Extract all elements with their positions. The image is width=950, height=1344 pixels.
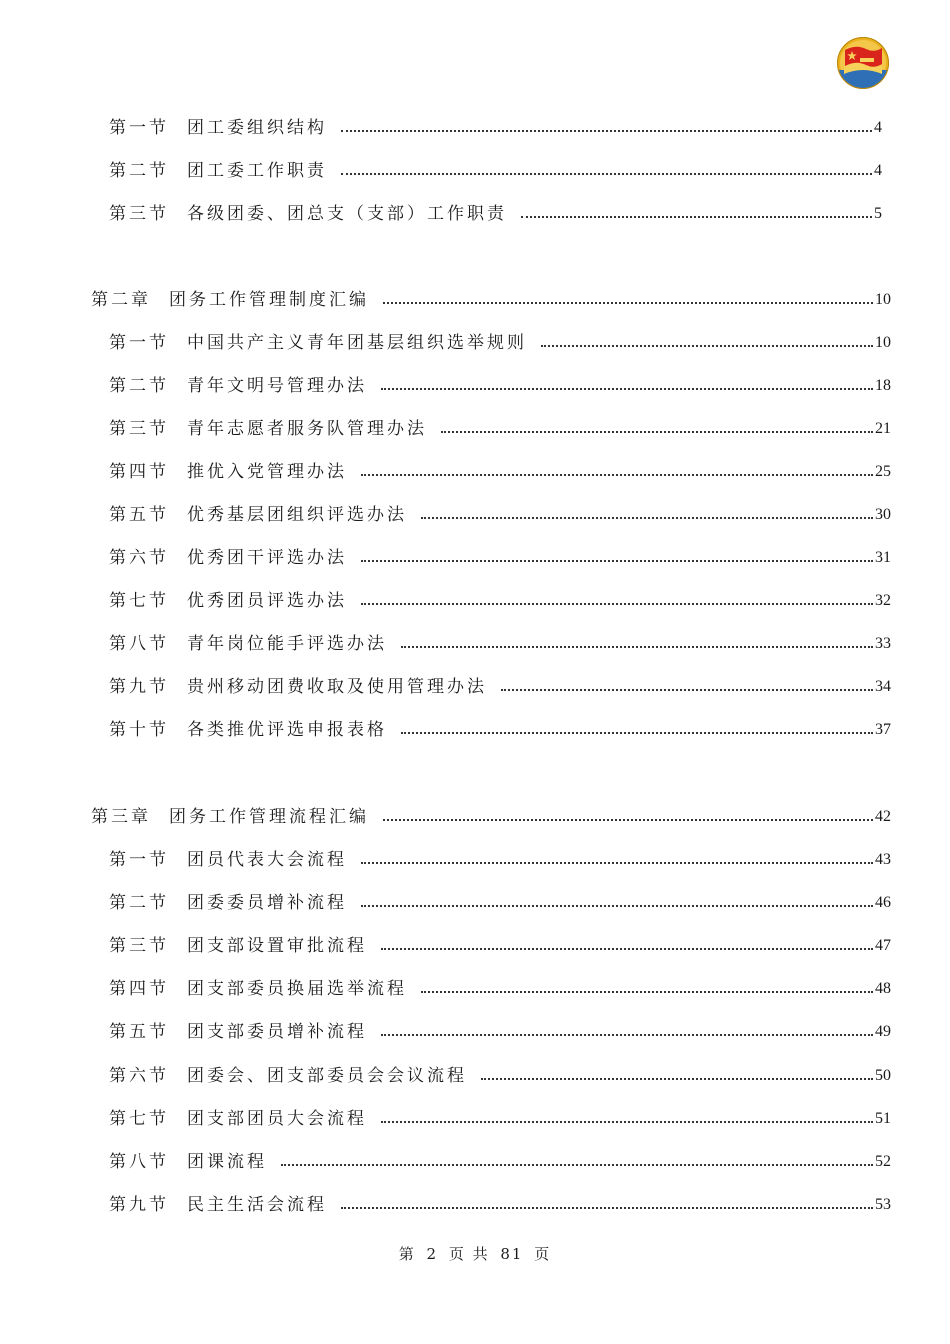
toc-leader-dots (361, 862, 873, 864)
toc-entry-number: 第五节 (109, 505, 169, 525)
toc-entry-number: 第八节 (109, 1152, 169, 1172)
toc-leader-dots (341, 173, 872, 175)
toc-entry[interactable] (109, 588, 891, 614)
toc-leader-dots (401, 646, 873, 648)
toc-entry-number: 第九节 (109, 1195, 169, 1215)
toc-entry-page: 52 (875, 1153, 891, 1170)
toc-entry-number: 第三节 (109, 204, 169, 224)
toc-entry-number: 第五节 (109, 1022, 169, 1042)
toc-entry-number: 第一节 (109, 333, 169, 353)
toc-entry-page: 10 (875, 291, 891, 308)
toc-entry[interactable] (109, 631, 891, 657)
toc-entry[interactable] (109, 1019, 891, 1045)
toc-entry[interactable] (109, 115, 882, 141)
toc-leader-dots (381, 1121, 873, 1123)
toc-entry-page: 25 (875, 463, 891, 480)
toc-leader-dots (383, 819, 873, 821)
toc-entry-title: 团务工作管理流程汇编 (169, 807, 369, 827)
toc-entry[interactable] (109, 1106, 891, 1132)
toc-leader-dots (341, 1207, 873, 1209)
footer-current-page: 2 (426, 1245, 439, 1263)
toc-entry-title: 团委会、团支部委员会会议流程 (187, 1066, 467, 1086)
footer-middle: 页 共 (448, 1245, 490, 1263)
toc-entry[interactable] (109, 1149, 891, 1175)
toc-entry-number: 第六节 (109, 548, 169, 568)
toc-entry[interactable] (109, 416, 891, 442)
toc-entry-page: 18 (875, 377, 891, 394)
toc-entry-number: 第四节 (109, 462, 169, 482)
toc-entry-number: 第七节 (109, 1109, 169, 1129)
toc-entry[interactable] (109, 158, 882, 184)
toc-entry-title: 团员代表大会流程 (187, 850, 347, 870)
toc-entry-page: 31 (875, 549, 891, 566)
toc-entry-page: 47 (875, 937, 891, 954)
toc-entry-title: 中国共产主义青年团基层组织选举规则 (187, 333, 527, 353)
toc-entry[interactable] (109, 933, 891, 959)
toc-entry-page: 5 (874, 205, 882, 222)
toc-entry-title: 团务工作管理制度汇编 (169, 290, 369, 310)
toc-entry[interactable] (109, 330, 891, 356)
toc-leader-dots (481, 1078, 873, 1080)
toc-entry-page: 10 (875, 334, 891, 351)
toc-entry-title: 优秀团干评选办法 (187, 548, 347, 568)
toc-entry[interactable] (109, 847, 891, 873)
toc-entry-title: 团支部委员增补流程 (187, 1022, 367, 1042)
toc-entry-title: 各级团委、团总支（支部）工作职责 (187, 204, 507, 224)
toc-entry-number: 第二节 (109, 376, 169, 396)
toc-entry[interactable] (109, 373, 891, 399)
toc-entry-title: 民主生活会流程 (187, 1195, 327, 1215)
toc-entry-page: 34 (875, 678, 891, 695)
toc-entry[interactable] (109, 674, 891, 700)
toc-entry[interactable] (109, 976, 891, 1002)
toc-leader-dots (441, 431, 873, 433)
toc-leader-dots (341, 130, 872, 132)
toc-entry-page: 51 (875, 1110, 891, 1127)
toc-leader-dots (381, 1034, 873, 1036)
toc-entry-page: 33 (875, 635, 891, 652)
toc-entry-title: 推优入党管理办法 (187, 462, 347, 482)
footer-prefix: 第 (398, 1245, 416, 1263)
toc-chapter-entry[interactable] (91, 287, 891, 313)
toc-entry[interactable] (109, 545, 891, 571)
toc-entry-title: 团支部团员大会流程 (187, 1109, 367, 1129)
toc-entry-number: 第二节 (109, 893, 169, 913)
toc-entry-page: 4 (874, 119, 882, 136)
toc-entry-page: 30 (875, 506, 891, 523)
toc-entry-number: 第二章 (91, 290, 151, 310)
footer-suffix: 页 (534, 1245, 552, 1263)
toc-entry-page: 53 (875, 1196, 891, 1213)
toc-leader-dots (361, 560, 873, 562)
toc-entry-number: 第七节 (109, 591, 169, 611)
toc-entry-page: 48 (875, 980, 891, 997)
page-footer (0, 1243, 950, 1264)
toc-leader-dots (541, 345, 873, 347)
toc-entry[interactable] (109, 502, 891, 528)
toc-entry-page: 49 (875, 1023, 891, 1040)
toc-entry-number: 第一节 (109, 850, 169, 870)
footer-total-pages: 81 (500, 1245, 524, 1263)
toc-entry-page: 37 (875, 721, 891, 738)
toc-entry-page: 32 (875, 592, 891, 609)
toc-leader-dots (421, 991, 873, 993)
toc-entry-number: 第三节 (109, 936, 169, 956)
toc-entry-title: 青年岗位能手评选办法 (187, 634, 387, 654)
toc-entry[interactable] (109, 459, 891, 485)
toc-leader-dots (281, 1164, 873, 1166)
toc-leader-dots (521, 216, 872, 218)
toc-entry-title: 团支部设置审批流程 (187, 936, 367, 956)
toc-entry-title: 各类推优评选申报表格 (187, 720, 387, 740)
toc-entry-number: 第十节 (109, 720, 169, 740)
toc-entry-page: 42 (875, 808, 891, 825)
toc-entry-number: 第四节 (109, 979, 169, 999)
toc-entry-page: 21 (875, 420, 891, 437)
toc-entry-title: 团工委组织结构 (187, 118, 327, 138)
toc-entry-title: 贵州移动团费收取及使用管理办法 (187, 677, 487, 697)
toc-entry-number: 第八节 (109, 634, 169, 654)
toc-entry-page: 50 (875, 1067, 891, 1084)
toc-entry-number: 第三节 (109, 419, 169, 439)
toc-entry-page: 4 (874, 162, 882, 179)
toc-entry[interactable] (109, 201, 882, 227)
toc-entry-title: 团课流程 (187, 1152, 267, 1172)
toc-entry-title: 青年文明号管理办法 (187, 376, 367, 396)
toc-entry-number: 第六节 (109, 1066, 169, 1086)
toc-entry[interactable] (109, 717, 891, 743)
toc-entry[interactable] (109, 1063, 891, 1089)
toc-leader-dots (401, 732, 873, 734)
toc-leader-dots (361, 474, 873, 476)
toc-entry-number: 第二节 (109, 161, 169, 181)
toc-entry-title: 优秀团员评选办法 (187, 591, 347, 611)
toc-leader-dots (361, 603, 873, 605)
toc-chapter-entry[interactable] (91, 804, 891, 830)
toc-entry-title: 优秀基层团组织评选办法 (187, 505, 407, 525)
toc-entry-page: 46 (875, 894, 891, 911)
toc-leader-dots (381, 948, 873, 950)
toc-entry-page: 43 (875, 851, 891, 868)
toc-entry-number: 第九节 (109, 677, 169, 697)
toc-leader-dots (361, 905, 873, 907)
toc-entry-title: 青年志愿者服务队管理办法 (187, 419, 427, 439)
toc-leader-dots (421, 517, 873, 519)
toc-entry[interactable] (109, 890, 891, 916)
toc-entry-number: 第三章 (91, 807, 151, 827)
toc-leader-dots (383, 302, 873, 304)
toc-entry-title: 团工委工作职责 (187, 161, 327, 181)
toc-entry[interactable] (109, 1192, 891, 1218)
toc-entry-title: 团支部委员换届选举流程 (187, 979, 407, 999)
toc-leader-dots (501, 689, 873, 691)
toc-leader-dots (381, 388, 873, 390)
toc-entry-title: 团委委员增补流程 (187, 893, 347, 913)
toc-entry-number: 第一节 (109, 118, 169, 138)
